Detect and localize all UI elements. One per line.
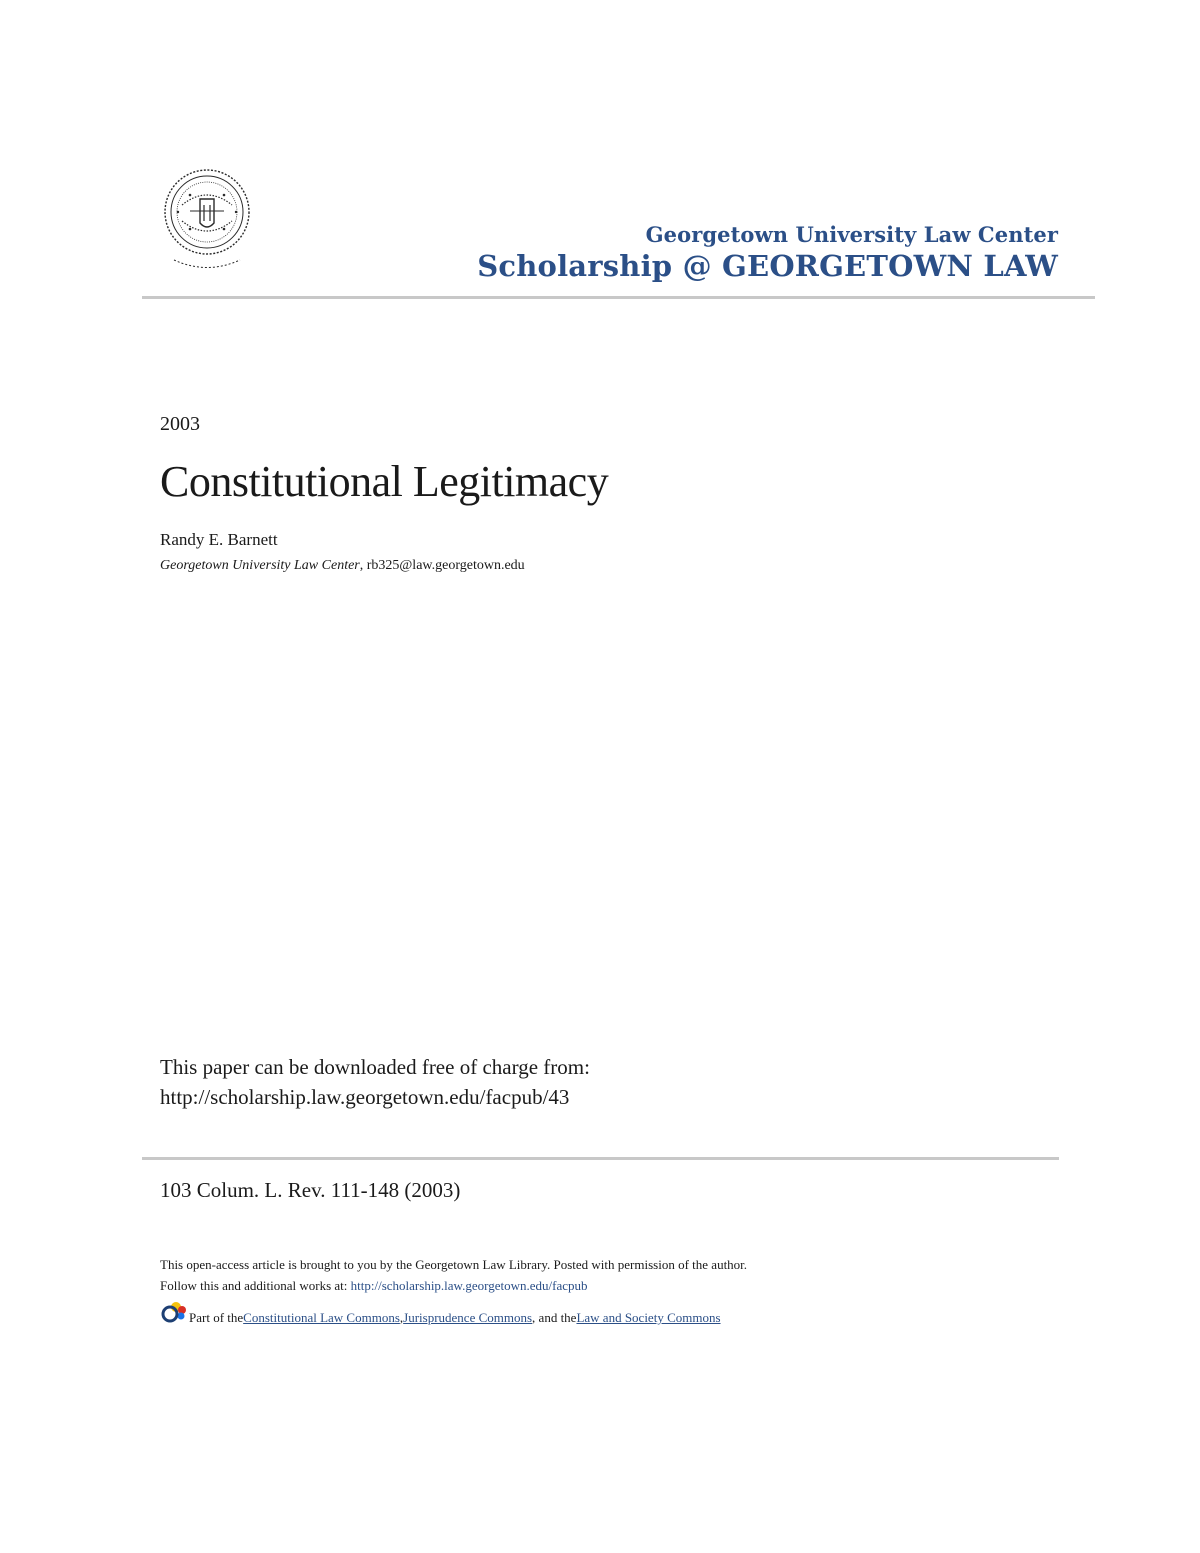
download-text: This paper can be downloaded free of charge from: (160, 1055, 590, 1079)
facpub-link[interactable]: http://scholarship.law.georgetown.edu/facpub (350, 1278, 588, 1293)
citation: 103 Colum. L. Rev. 111-148 (2003) (160, 1178, 461, 1202)
open-access-text: This open-access article is brought to you by the Georgetown Law Library. Posted with permission of the author. (160, 1257, 748, 1272)
jurisprudence-commons-link[interactable]: Jurisprudence Commons (403, 1310, 533, 1325)
download-url[interactable]: http://scholarship.law.georgetown.edu/facpub/43 (160, 1085, 570, 1109)
citation-divider (142, 1157, 1059, 1160)
follow-line (160, 1275, 747, 1296)
follow-text: Follow this and additional works at: (160, 1278, 351, 1293)
article-title: Constitutional Legitimacy (160, 457, 609, 506)
separator-text-and: , and the (532, 1310, 577, 1325)
part-of-text: Part of the (189, 1310, 244, 1325)
university-seal-icon (160, 165, 254, 273)
download-notice (160, 1052, 590, 1112)
institution-name: Georgetown University Law Center (645, 222, 1058, 247)
header-divider (142, 296, 1095, 299)
repository-name: Scholarship @ GEORGETOWN LAW (477, 249, 1058, 283)
law-and-society-commons-link[interactable]: Law and Society Commons (576, 1310, 721, 1325)
author-affiliation (160, 558, 525, 574)
publication-year: 2003 (160, 413, 200, 435)
separator-text: , (399, 1310, 404, 1325)
open-access-notice (160, 1254, 747, 1296)
network-commons-icon (160, 1298, 188, 1326)
author-name: Randy E. Barnett (160, 530, 278, 549)
constitutional-law-commons-link[interactable]: Constitutional Law Commons (243, 1310, 400, 1325)
commons-line (160, 1298, 721, 1326)
affiliation-name: Georgetown University Law Center (160, 558, 360, 573)
repository-brand (477, 222, 1058, 283)
author-email: , rb325@law.georgetown.edu (359, 558, 525, 573)
